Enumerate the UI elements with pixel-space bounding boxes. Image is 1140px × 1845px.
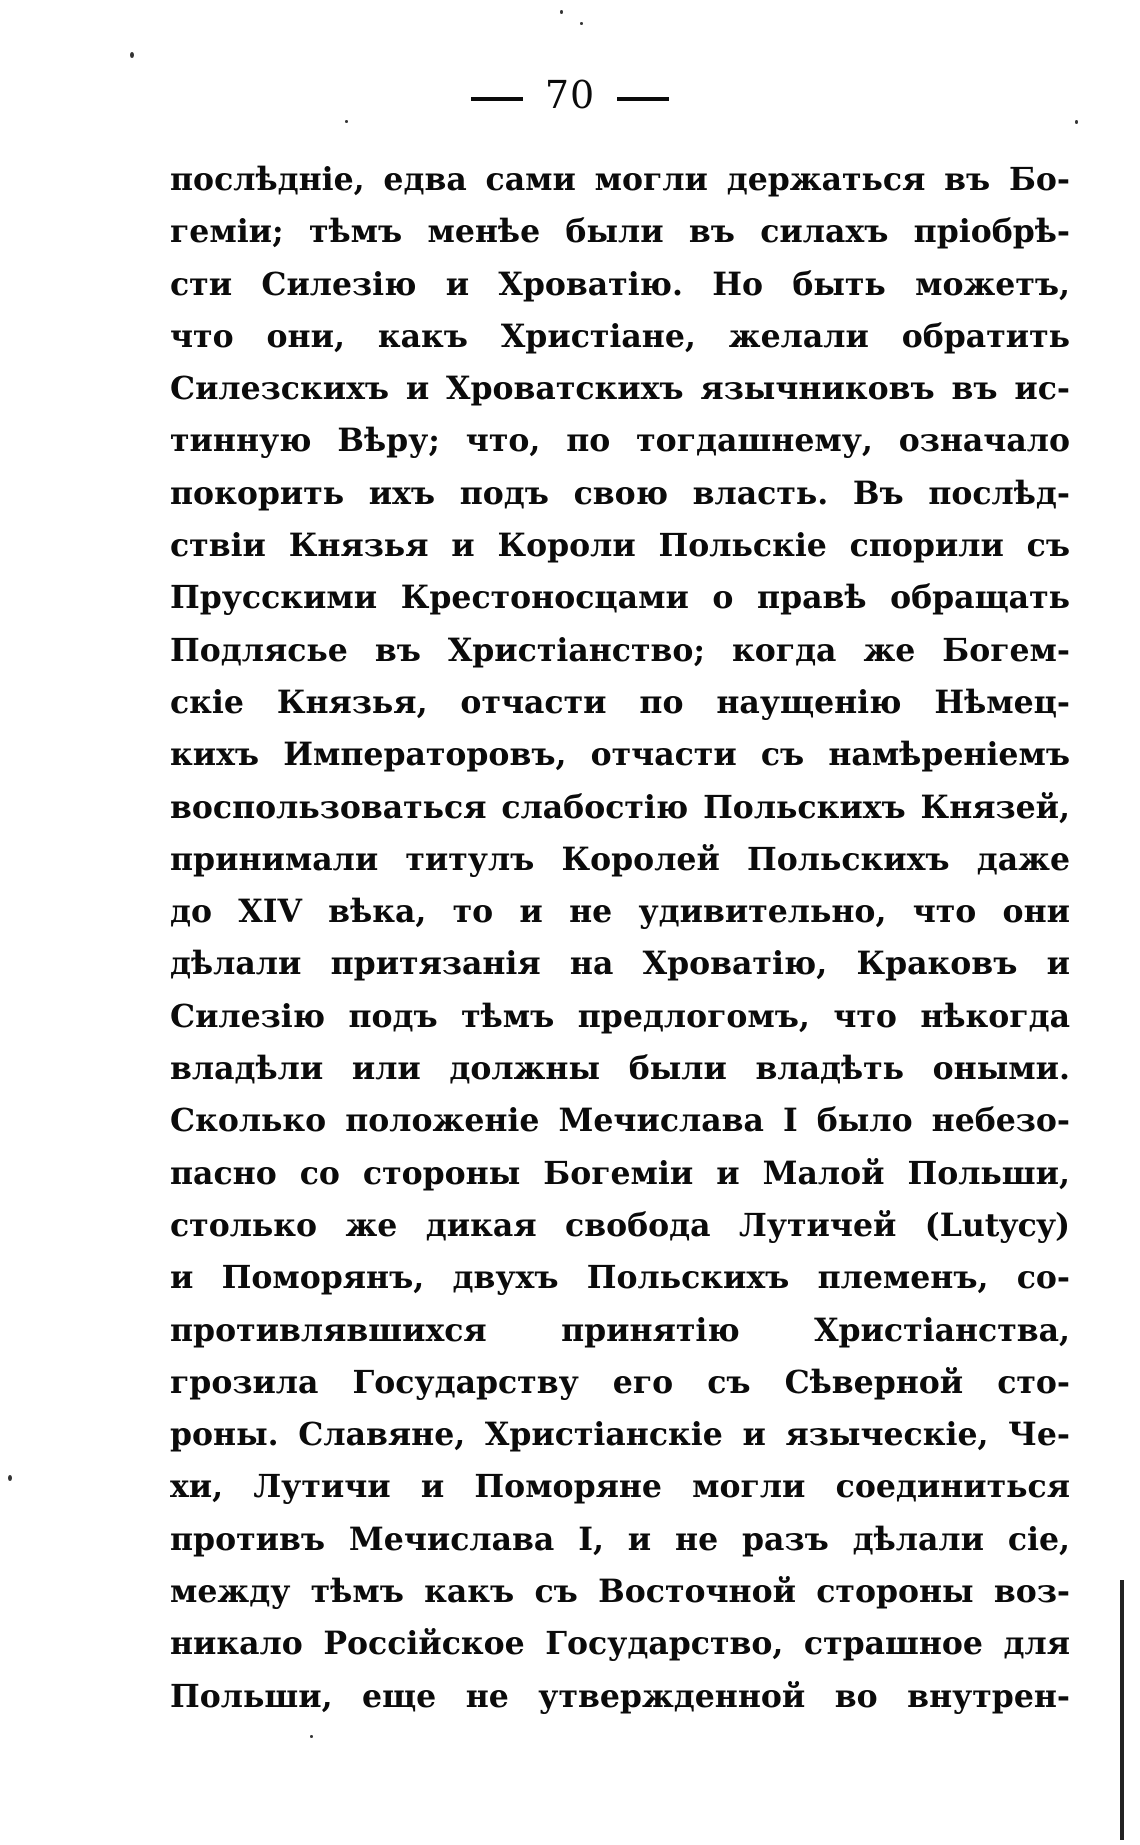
- text-line: послѣдніе, едва сами могли держаться въ Бо-: [170, 161, 1070, 198]
- page-header: [0, 72, 1140, 118]
- scan-speck: [560, 10, 563, 14]
- scan-speck: [580, 22, 583, 25]
- scan-speck: [345, 120, 348, 123]
- text-line: хи, Лутичи и Поморяне могли соединиться: [170, 1468, 1070, 1506]
- text-line: и Поморянъ, двухъ Польскихъ племенъ, со-: [170, 1259, 1070, 1297]
- text-line: сти Силезію и Хроватію. Но быть можетъ,: [170, 265, 1070, 303]
- text-line: скіе Князья, отчасти по наущенію Нѣмец-: [170, 683, 1070, 721]
- text-line: кихъ Императоровъ, отчасти съ намѣреніемъ: [170, 736, 1070, 774]
- page-edge-shadow: [1120, 1580, 1124, 1840]
- page-number: 70: [544, 73, 596, 117]
- text-line: Польши, еще не утвержденной во внутрен-: [170, 1677, 1070, 1715]
- scan-speck: [310, 1735, 313, 1738]
- header-dash-left: [471, 97, 523, 101]
- text-line: владѣли или должны были владѣть оными.: [170, 1050, 1070, 1088]
- text-line: Подлясье въ Христіанство; когда же Богем-: [170, 631, 1070, 669]
- text-line: между тѣмъ какъ съ Восточной стороны воз-: [170, 1573, 1070, 1611]
- text-line: тинную Вѣру; что, по тогдашнему, означало: [170, 422, 1070, 460]
- text-line: столько же дикая свобода Лутичей (Lutycy): [170, 1206, 1070, 1244]
- text-line: что они, какъ Христіане, желали обратить: [170, 317, 1070, 355]
- body-text: [170, 154, 1070, 1723]
- text-line: принимали титулъ Королей Польскихъ даже: [170, 840, 1070, 878]
- text-line: дѣлали притязанія на Хроватію, Краковъ и: [170, 945, 1070, 983]
- text-line: покорить ихъ подъ свою власть. Въ послѣд-: [170, 474, 1070, 512]
- scan-speck: [8, 1475, 12, 1481]
- text-line: роны. Славяне, Христіанскіе и языческіе, Че-: [170, 1416, 1070, 1454]
- text-line: ствіи Князья и Короли Польскіе спорили съ: [170, 527, 1070, 565]
- text-line: пасно со стороны Богеміи и Малой Польши,: [170, 1154, 1070, 1192]
- text-line: Прусскими Крестоносцами о правѣ обращать: [170, 579, 1070, 617]
- text-line: Сколько положеніе Мечислава I было небезо-: [170, 1102, 1070, 1140]
- header-dash-right: [617, 97, 669, 101]
- text-line: грозила Государству его съ Сѣверной сто-: [170, 1363, 1070, 1401]
- text-line: воспользоваться слабостію Польскихъ Князей,: [170, 788, 1070, 826]
- text-line: Силезскихъ и Хроватскихъ язычниковъ въ ис-: [170, 370, 1070, 408]
- text-line: противлявшихся принятію Христіанства,: [170, 1311, 1070, 1349]
- text-line: геміи; тѣмъ менѣе были въ силахъ пріобрѣ-: [170, 213, 1070, 251]
- text-line: Силезію подъ тѣмъ предлогомъ, что нѣкогда: [170, 997, 1070, 1035]
- text-line: противъ Мечислава I, и не разъ дѣлали сіе,: [170, 1520, 1070, 1558]
- scan-speck: [1075, 120, 1078, 124]
- text-line: никало Россійское Государство, страшное для: [170, 1625, 1070, 1663]
- text-line: до XIV вѣка, то и не удивительно, что они: [170, 893, 1070, 931]
- scan-speck: [130, 52, 134, 58]
